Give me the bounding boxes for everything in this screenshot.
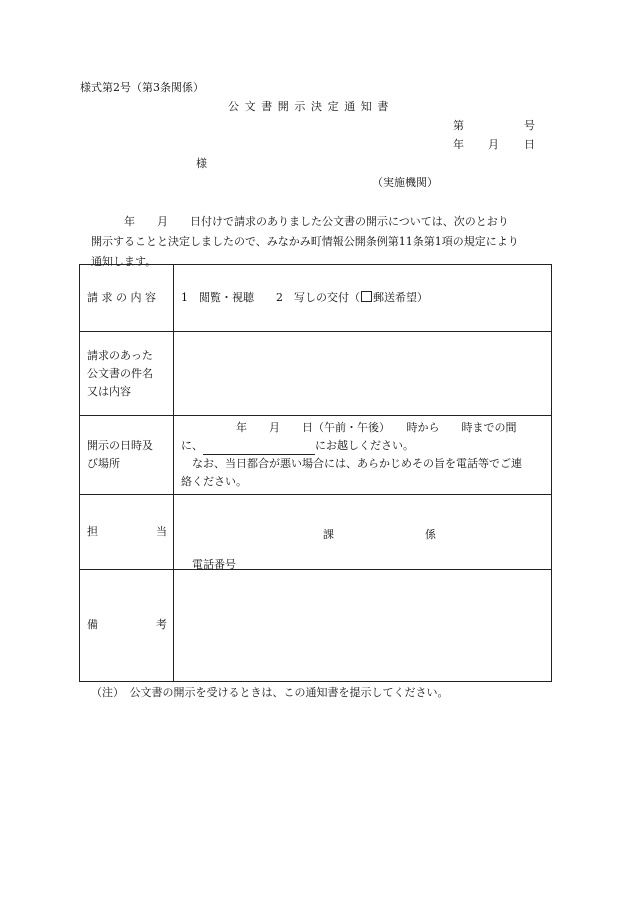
issuing-agency: （実施機関） [372, 176, 438, 189]
schedule-line-2 [181, 437, 551, 455]
request-options: 1 閲覧・視聴 2 写しの交付（ [181, 291, 360, 305]
remarks-label-a: 備 [87, 618, 98, 632]
request-mail-option: 郵送希望） [373, 291, 428, 305]
subject-value[interactable] [174, 332, 552, 416]
table-row-request [80, 265, 552, 332]
body-text [91, 212, 561, 272]
decision-table [79, 264, 552, 682]
subject-label [80, 332, 174, 416]
body-line-1: 年 月 日付けで請求のありました公文書の開示については、次のとおり [91, 215, 509, 228]
request-content [174, 265, 552, 332]
remarks-value[interactable] [174, 569, 552, 681]
remarks-label-b: 考 [156, 618, 167, 632]
schedule-line-2-suffix: にお越しください。 [315, 438, 414, 452]
contact-label-b: 当 [156, 524, 167, 538]
number-suffix: 号 [524, 119, 535, 132]
body-line-2: 開示することと決定しましたので、みなかみ町情報公開条例第11条第1項の規定により [91, 235, 519, 248]
number-prefix: 第 [453, 119, 464, 132]
form-number: 様式第2号（第3条関係） [80, 81, 204, 94]
schedule-line-4: 絡ください。 [181, 474, 247, 488]
schedule-label-line-1: 開示の日時及 [87, 438, 153, 452]
mail-checkbox-icon[interactable] [361, 291, 372, 302]
date-year: 年 [453, 138, 464, 151]
table-row-schedule [80, 416, 552, 494]
contact-label-a: 担 [87, 524, 98, 538]
schedule-value [174, 416, 552, 494]
schedule-line-3: なお、当日都合が悪い場合には、あらかじめその旨を電話等でご連 [181, 456, 522, 470]
schedule-line-1: 年 月 日（午前・午後） 時から 時までの間 [181, 420, 517, 434]
schedule-label [80, 416, 174, 494]
subject-label-line-1: 請求のあった [87, 348, 153, 362]
phone-label: 電話番号 [192, 557, 236, 571]
place-blank[interactable] [203, 444, 315, 455]
schedule-label-line-2: び場所 [87, 456, 120, 470]
request-label: 請 求 の 内 容 [80, 265, 174, 332]
date-day: 日 [524, 138, 535, 151]
subject-label-line-2: 公文書の件名 [87, 366, 153, 380]
contact-value [174, 494, 552, 569]
document-title: 公文書開示決定通知書 [228, 100, 394, 113]
body-line-3: 通知します。 [91, 255, 157, 268]
recipient-honorific: 様 [196, 157, 207, 170]
remarks-label [80, 569, 174, 681]
section-label: 課 [323, 527, 334, 541]
table-row-remarks [80, 569, 552, 681]
table-row-contact [80, 494, 552, 569]
schedule-line-2-prefix: に、 [181, 438, 203, 452]
subsection-label: 係 [425, 527, 436, 541]
footnote: （注） 公文書の開示を受けるときは、この通知書を提示してください。 [91, 686, 449, 699]
subject-label-line-3: 又は内容 [87, 384, 131, 398]
contact-label [80, 494, 174, 569]
table-row-subject [80, 332, 552, 416]
date-month: 月 [488, 138, 499, 151]
